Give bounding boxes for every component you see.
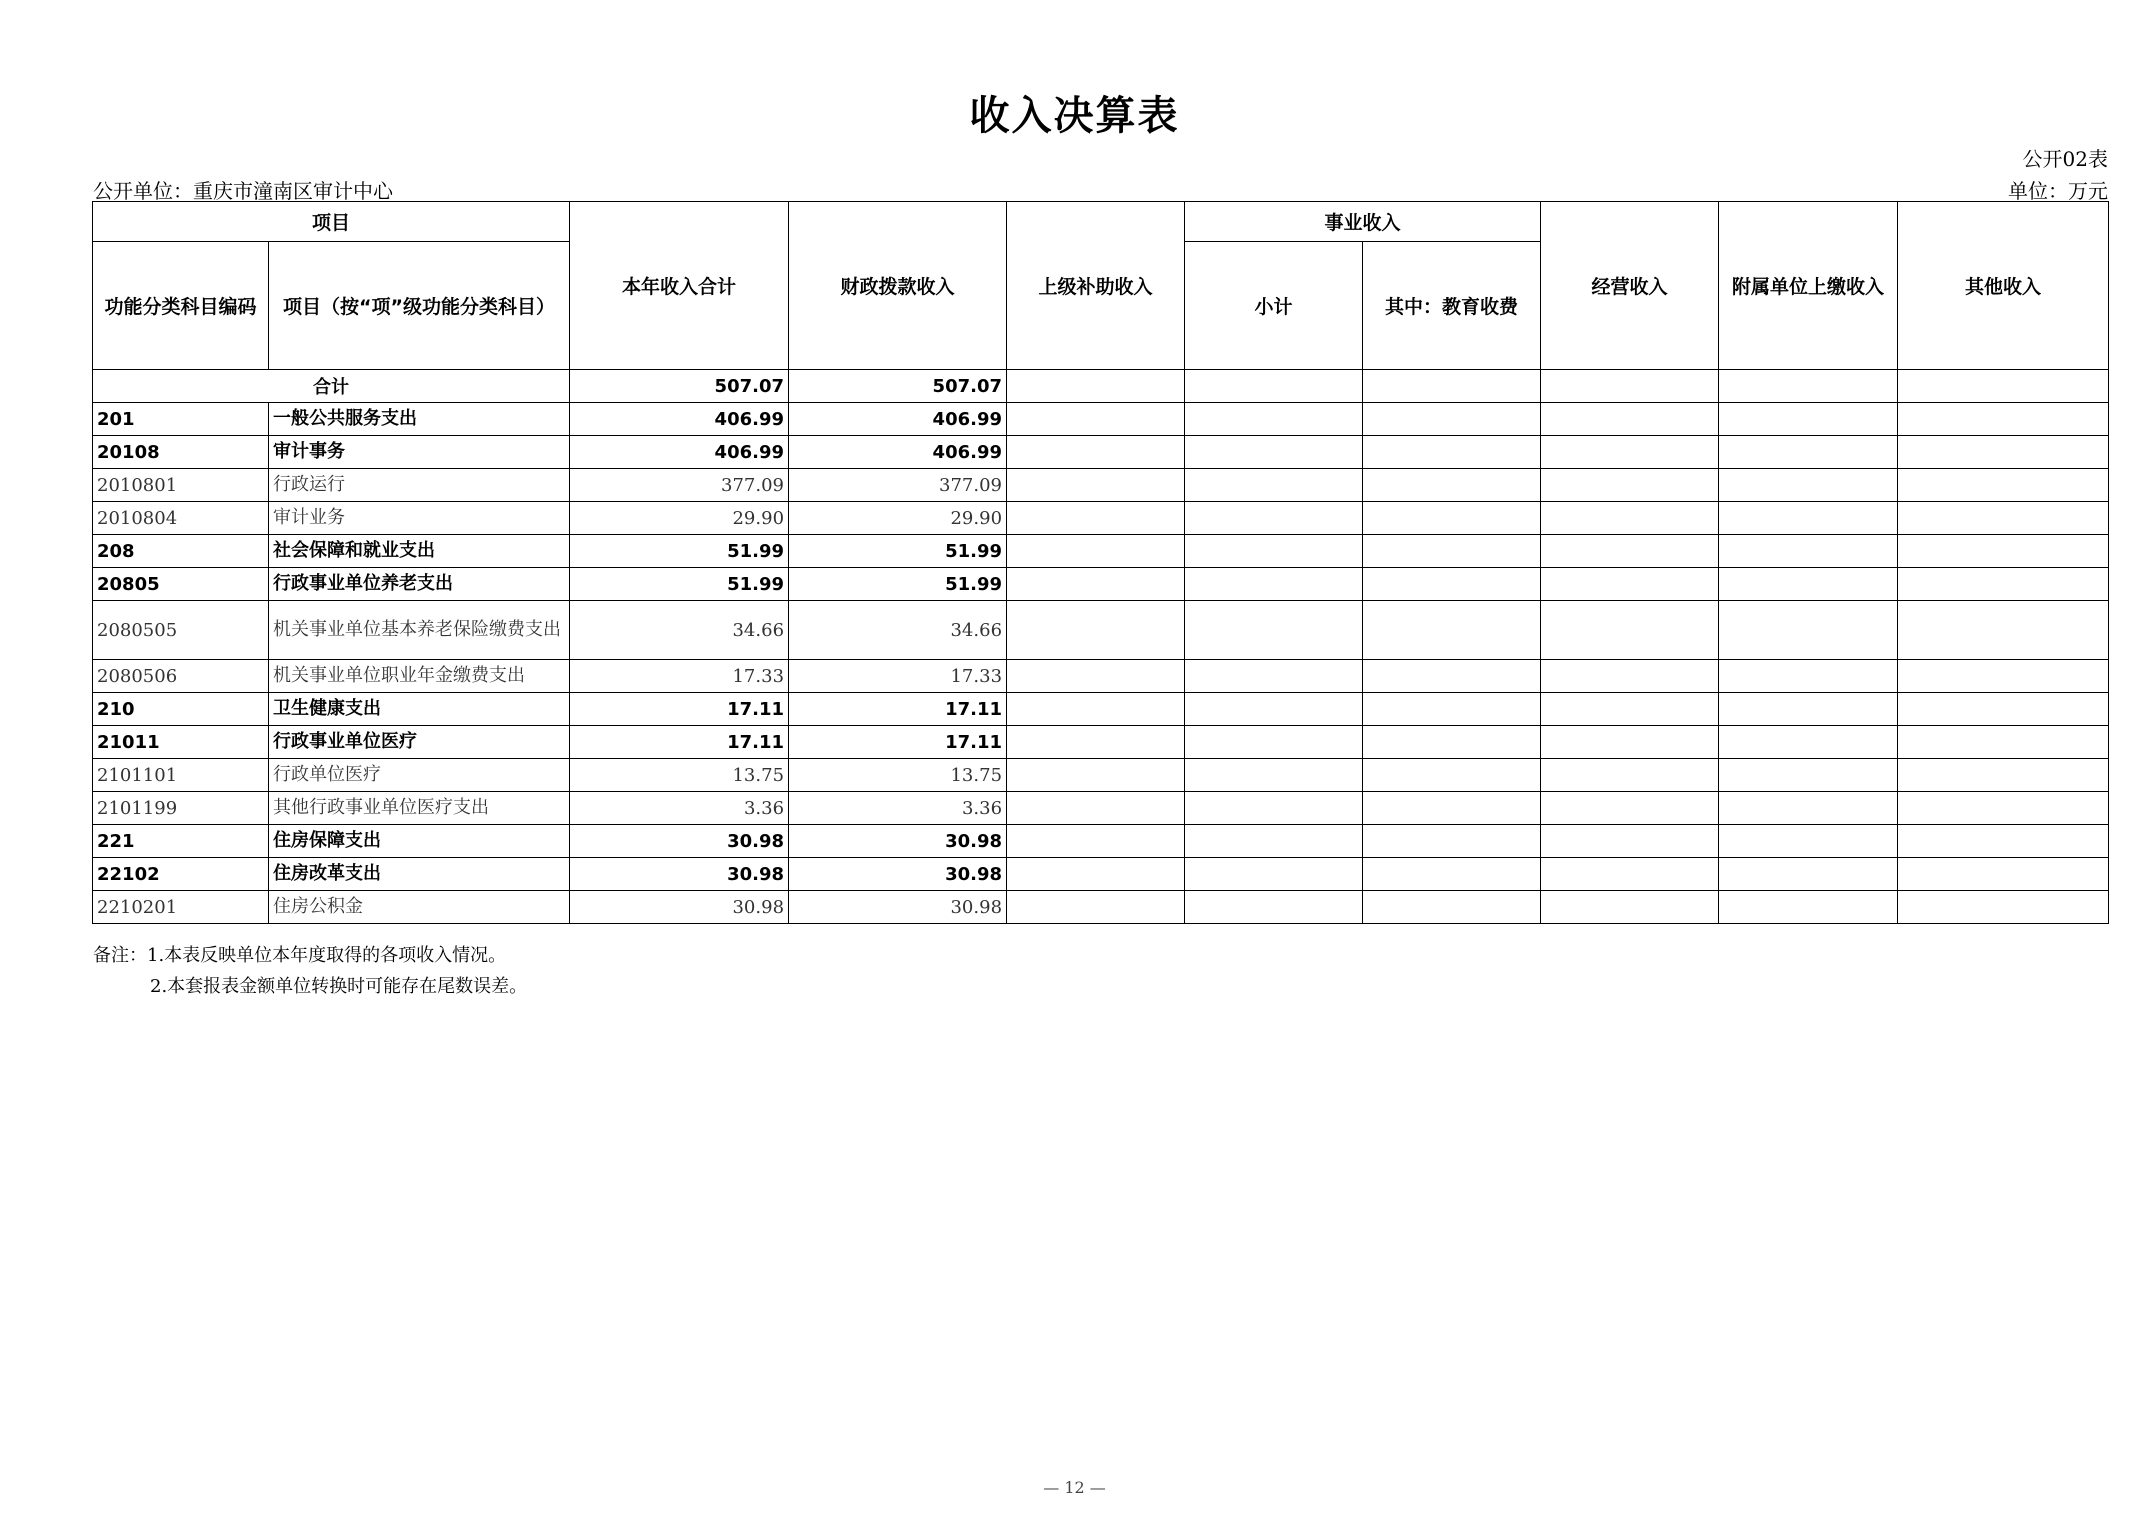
row-name: 行政单位医疗 — [269, 759, 570, 792]
row-name: 一般公共服务支出 — [269, 403, 570, 436]
row-total-income: 29.90 — [570, 502, 789, 535]
row-code: 208 — [93, 535, 269, 568]
header-func-name: 项目（按“项”级功能分类科目） — [269, 242, 570, 370]
row-fiscal: 406.99 — [789, 403, 1007, 436]
row-name: 审计业务 — [269, 502, 570, 535]
table-row — [93, 858, 2109, 891]
table-row — [93, 502, 2109, 535]
row-name: 机关事业单位职业年金缴费支出 — [269, 660, 570, 693]
row-fiscal: 30.98 — [789, 891, 1007, 924]
row-code: 201 — [93, 403, 269, 436]
row-total-income: 17.11 — [570, 726, 789, 759]
row-name: 行政事业单位养老支出 — [269, 568, 570, 601]
row-total-income: 406.99 — [570, 403, 789, 436]
row-total-income: 34.66 — [570, 601, 789, 660]
table-row — [93, 469, 2109, 502]
currency-unit: 单位：万元 — [2008, 179, 2108, 203]
row-fiscal: 406.99 — [789, 436, 1007, 469]
row-code: 2101101 — [93, 759, 269, 792]
row-fiscal: 34.66 — [789, 601, 1007, 660]
reporting-unit: 公开单位：重庆市潼南区审计中心 — [93, 179, 393, 203]
table-row — [93, 759, 2109, 792]
table-row — [93, 601, 2109, 660]
row-total-income: 406.99 — [570, 436, 789, 469]
row-name: 行政运行 — [269, 469, 570, 502]
total-fiscal-value: 507.07 — [789, 370, 1007, 403]
row-total-income: 17.11 — [570, 693, 789, 726]
row-name: 行政事业单位医疗 — [269, 726, 570, 759]
income-table — [92, 201, 2109, 924]
row-name: 卫生健康支出 — [269, 693, 570, 726]
header-other: 其他收入 — [1898, 202, 2109, 370]
row-code: 21011 — [93, 726, 269, 759]
total-label: 合计 — [93, 370, 570, 403]
row-total-income: 377.09 — [570, 469, 789, 502]
header-education: 其中：教育收费 — [1363, 242, 1541, 370]
row-name: 社会保障和就业支出 — [269, 535, 570, 568]
row-name: 住房公积金 — [269, 891, 570, 924]
header-fiscal: 财政拨款收入 — [789, 202, 1007, 370]
row-total-income: 30.98 — [570, 825, 789, 858]
row-total-income: 3.36 — [570, 792, 789, 825]
table-row — [93, 436, 2109, 469]
row-code: 2101199 — [93, 792, 269, 825]
row-fiscal: 13.75 — [789, 759, 1007, 792]
header-operating: 经营收入 — [1541, 202, 1719, 370]
row-code: 210 — [93, 693, 269, 726]
table-row — [93, 535, 2109, 568]
row-name: 住房保障支出 — [269, 825, 570, 858]
table-row — [93, 693, 2109, 726]
row-fiscal: 51.99 — [789, 535, 1007, 568]
row-fiscal: 377.09 — [789, 469, 1007, 502]
row-fiscal: 17.11 — [789, 726, 1007, 759]
notes — [93, 940, 527, 1002]
row-fiscal: 29.90 — [789, 502, 1007, 535]
form-number: 公开02表 — [2022, 147, 2108, 171]
row-code: 22102 — [93, 858, 269, 891]
header-superior: 上级补助收入 — [1007, 202, 1185, 370]
table-row — [93, 891, 2109, 924]
total-income-value: 507.07 — [570, 370, 789, 403]
table-row — [93, 726, 2109, 759]
page-number: — 12 — — [1043, 1478, 1106, 1497]
row-name: 审计事务 — [269, 436, 570, 469]
table-row — [93, 825, 2109, 858]
header-affiliated: 附属单位上缴收入 — [1719, 202, 1898, 370]
note-1: 备注：1.本表反映单位本年度取得的各项收入情况。 — [93, 945, 507, 966]
table-row — [93, 792, 2109, 825]
table-row — [93, 403, 2109, 436]
row-total-income: 13.75 — [570, 759, 789, 792]
row-code: 2210201 — [93, 891, 269, 924]
row-code: 2010801 — [93, 469, 269, 502]
row-fiscal: 17.33 — [789, 660, 1007, 693]
row-code: 20108 — [93, 436, 269, 469]
row-fiscal: 3.36 — [789, 792, 1007, 825]
row-total-income: 51.99 — [570, 535, 789, 568]
table-row — [93, 568, 2109, 601]
row-code: 2010804 — [93, 502, 269, 535]
row-total-income: 30.98 — [570, 858, 789, 891]
row-total-income: 30.98 — [570, 891, 789, 924]
total-row — [93, 370, 2109, 403]
header-project: 项目 — [93, 202, 570, 242]
row-name: 其他行政事业单位医疗支出 — [269, 792, 570, 825]
header-func-code: 功能分类科目编码 — [93, 242, 269, 370]
table-row — [93, 660, 2109, 693]
row-fiscal: 30.98 — [789, 825, 1007, 858]
row-code: 20805 — [93, 568, 269, 601]
page-title: 收入决算表 — [969, 93, 1180, 139]
row-fiscal: 30.98 — [789, 858, 1007, 891]
row-code: 2080506 — [93, 660, 269, 693]
row-total-income: 51.99 — [570, 568, 789, 601]
header-business-income: 事业收入 — [1185, 202, 1541, 242]
row-fiscal: 51.99 — [789, 568, 1007, 601]
note-2: 2.本套报表金额单位转换时可能存在尾数误差。 — [150, 976, 528, 997]
header-total-income: 本年收入合计 — [570, 202, 789, 370]
row-name: 机关事业单位基本养老保险缴费支出 — [269, 601, 570, 660]
row-code: 221 — [93, 825, 269, 858]
row-name: 住房改革支出 — [269, 858, 570, 891]
row-fiscal: 17.11 — [789, 693, 1007, 726]
header-subtotal: 小计 — [1185, 242, 1363, 370]
row-total-income: 17.33 — [570, 660, 789, 693]
row-code: 2080505 — [93, 601, 269, 660]
